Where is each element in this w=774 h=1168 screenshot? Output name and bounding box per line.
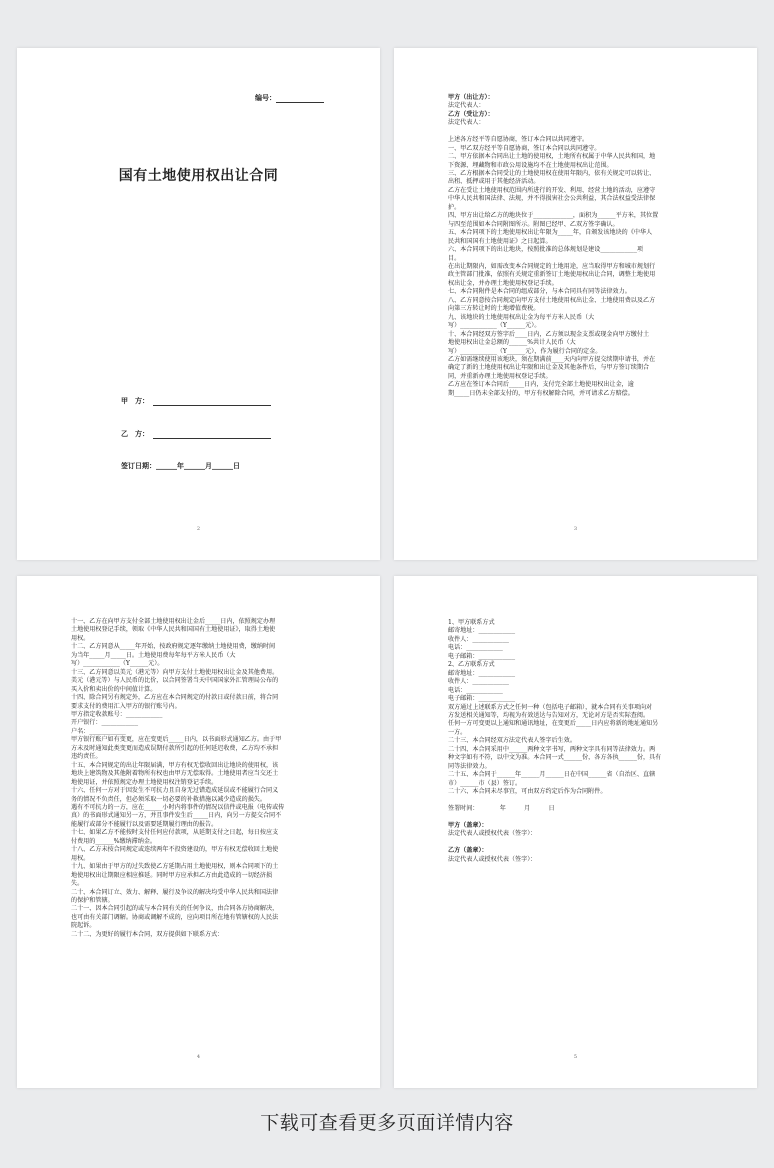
text-line: 电话：____________ xyxy=(448,686,503,694)
text-line: 写）____________（Y______元）。 xyxy=(448,322,541,330)
text-line: 写）____________（Y______元），作为履行合同的定金。 xyxy=(448,347,602,355)
text-line: 护。 xyxy=(448,203,461,211)
text-line: 期_____日仍未全部支付的，甲方有权解除合同，并可请求乙方赔偿。 xyxy=(448,389,634,397)
text-line: 乙方如需继续使用该地块，须在期满前____天内向甲方提交续期申请书，并在 xyxy=(448,355,656,363)
text-line: 地使用权出让金总额的______%共计人民币（大 xyxy=(448,339,576,347)
text-line: 一、甲乙双方经平等自愿协商，签订本合同以共同遵守。 xyxy=(448,144,601,152)
text-line: 要求支付的费用汇入甲方的银行账号内。 xyxy=(71,702,181,710)
text-line: 种文字如有不符，以中文为准。本合同一式______份，各方各执______份，具有 xyxy=(448,754,662,762)
serial-number-line xyxy=(276,94,324,103)
text-line: 地使用证，并依照规定办理土地使用权注销登记手续。 xyxy=(71,778,218,786)
text-line: 二十五、本合同于______年______月______日在中国______省（自治区、直辖 xyxy=(448,771,656,779)
text-line: 十九、如果由于甲方的过失致使乙方延期占用土地使用权，则本合同项下的土 xyxy=(71,863,279,871)
text-line: 开户银行：____________ xyxy=(71,719,139,727)
text-line: 同等法律效力。 xyxy=(448,762,491,770)
text-line: 电子邮箱：____________ xyxy=(448,652,516,660)
text-line: 用权。 xyxy=(71,854,90,862)
text-line: 四、甲方出让给乙方的地块位于_____________，面积为______平方米，其位置 xyxy=(448,212,659,220)
text-line: 二十一、因本合同引起的或与本合同有关的任何争议，由合同各方协商解决， xyxy=(71,905,279,913)
text-line xyxy=(448,813,728,821)
text-line: 方未及时通知此类变更而造成误期付款所引起的任何延迟收费，乙方均不承担 xyxy=(71,744,279,752)
text-line: 九、该地块的土地使用权出让金为每平方米人民币（大 xyxy=(448,313,595,321)
text-line: 违约责任。 xyxy=(71,753,102,761)
serial-number-label: 编号： xyxy=(255,93,276,102)
text-line: 美元（港元等）与人民币的比价，以合同签署当天中国国家外汇管理局公布的 xyxy=(71,677,279,685)
text-line: 目。 xyxy=(448,254,461,262)
text-line: 土地使用权登记手续，领取《中华人民共和国国有土地使用证》，取得土地使 xyxy=(71,626,276,634)
text-line: 法定代表人： xyxy=(448,102,485,110)
text-line: 电子邮箱：____________ xyxy=(448,695,516,703)
text-line: 乙方应在签订本合同后_____日内，支付完全部土地使用权出让金，逾 xyxy=(448,381,634,389)
text-line: 甲方银行账户如有变更，应在变更后_____日内，以书面形式通知乙方。由于甲 xyxy=(71,736,282,744)
text-line: 院起诉。 xyxy=(71,922,96,930)
text-line: 用权。 xyxy=(71,634,90,642)
text-line: 甲方（出让方）： xyxy=(448,94,494,101)
text-line: 下资源、埋藏物和市政公用设施均不在土地使用权出让范围。 xyxy=(448,161,613,169)
contract-title: 国有土地使用权出让合同 xyxy=(118,168,279,184)
text-line: 签署时间： 年 月 日 xyxy=(448,804,555,812)
text-line: 出租、抵押或用于其他经济活动。 xyxy=(448,178,540,186)
text-line: 乙方在受让土地使用权范围内所进行的开发、利用、经营土地的活动，应遵守 xyxy=(448,186,656,194)
text-line: 十、本合同经双方签字后____日内，乙方须以现金支票或现金向甲方缴付土 xyxy=(448,330,650,338)
party-a-field xyxy=(121,396,271,406)
text-line: 二十四、本合同采用中______两种文字书写，两种文字具有同等法律效力。两 xyxy=(448,745,656,753)
text-line: 十六、任何一方对于因发生不可抗力且自身无过错造成延误或不能履行合同义 xyxy=(71,787,279,795)
signing-date: 签订日期：______年______月______日 xyxy=(121,461,240,470)
text-line: 邮寄地址：____________ xyxy=(448,627,516,635)
page-number: 2 xyxy=(196,526,201,532)
party-a-line xyxy=(153,397,271,406)
text-line: 市）______市（县）签订。 xyxy=(448,779,522,787)
page-body xyxy=(71,618,351,939)
text-line: 双方通过上述联系方式之任何一种（包括电子邮箱），就本合同有关事项向对 xyxy=(448,703,653,711)
text-line: 十三、乙方同意以美元（港元等）向甲方支付土地使用权出让金及其他费用。 xyxy=(71,668,279,676)
text-line: 二十六、本合同未尽事宜，可由双方约定后作为合同附件。 xyxy=(448,788,607,796)
text-line: 方发送相关通知等，均视为有效送达与告知对方，无论对方是否实际查阅。 xyxy=(448,711,650,719)
text-line: 民共和国国有土地使用证》之日起算。 xyxy=(448,237,552,245)
text-line: 收件人：____________ xyxy=(448,635,509,643)
text-line: 与四至范围如本合同附图所示。附图已经甲、乙双方签字确认。 xyxy=(448,220,619,228)
text-line: 确定了新的土地使用权出让年限和出让金及其他条件后，与甲方签订续期合 xyxy=(448,364,650,372)
party-b-line xyxy=(153,430,271,439)
text-line: 乙方（盖章）： xyxy=(448,847,488,855)
text-line: 法定代表人或授权代表（签字）： xyxy=(448,855,537,863)
text-line: 二十、本合同订立、效力、解释、履行及争议的解决均受中华人民共和国法律 xyxy=(71,888,279,896)
text-line: 买入价和卖出价的中间值计算。 xyxy=(71,685,157,693)
text-line: 邮寄地址：____________ xyxy=(448,669,516,677)
text-line: 甲方指定收款账号：____________ xyxy=(71,710,163,718)
text-line: 三、乙方根据本合同受让的土地使用权在使用年限内，依有关规定可以转让、 xyxy=(448,170,656,178)
text-line: 付费用的______%缴纳滞纳金。 xyxy=(71,837,157,845)
text-line: 一方。 xyxy=(448,728,467,736)
text-line: 地块上建筑物及其他附着物所有权也由甲方无偿取得。土地使用者应当交还土 xyxy=(71,770,279,778)
text-line: 权出让金，并办理土地使用权登记手续。 xyxy=(448,279,558,287)
text-line: 法定代表人： xyxy=(448,119,485,127)
page-number: 4 xyxy=(196,1054,201,1060)
text-line: 收件人：____________ xyxy=(448,678,509,686)
text-line: 在出让期限内，如需改变本合同规定的土地用途，应当取得甲方和城市规划行 xyxy=(448,263,656,270)
page-number: 5 xyxy=(573,1054,578,1060)
serial-number-field xyxy=(255,93,324,103)
text-line: 遇有不可抗力的一方，应在______小时内将事件的情况以信件或电报（电传或传 xyxy=(71,803,285,811)
text-line: 二、甲方依据本合同出让土地的使用权，土地所有权属于中华人民共和国，地 xyxy=(448,153,656,161)
text-line: 中华人民共和国法律、法规，并不得损害社会公共利益，其合法权益受法律保 xyxy=(448,195,656,203)
text-line: 能履行或部分不能履行以及需要延期履行理由的报告。 xyxy=(71,820,218,828)
text-line: 八、乙方同意按合同规定向甲方支付土地使用权出让金、土地使用费以及乙方 xyxy=(448,296,656,304)
text-line xyxy=(448,839,728,847)
text-line: 二十二、为更好的履行本合同，双方提供如下联系方式： xyxy=(71,930,224,938)
text-line: 十五、本合同规定的出让年限届满，甲方有权无偿收回出让地块的使用权，该 xyxy=(71,761,279,769)
download-more-caption: 下载可查看更多页面详情内容 xyxy=(260,1112,514,1134)
text-line: 为当年_____月_____日。土地使用费每年每平方米人民币（大 xyxy=(71,651,236,659)
party-b-label: 乙 方： xyxy=(121,429,149,438)
text-line: 乙方（受让方）： xyxy=(448,110,494,118)
contract-page-5 xyxy=(394,576,757,1088)
text-line: 二十三、本合同经双方法定代表人签字后生效。 xyxy=(448,737,576,745)
text-line: 1、甲方联系方式 xyxy=(448,619,495,626)
page-number: 3 xyxy=(573,526,578,532)
party-a-label: 甲 方： xyxy=(121,396,149,405)
text-line: 十二、乙方同意从_____年开始，按政府规定逐年缴纳土地使用费，缴纳时间 xyxy=(71,643,276,651)
text-line: 五、本合同项下的土地使用权出让年限为_____年，自颁发该地块的《中华人 xyxy=(448,229,653,237)
contract-page-3 xyxy=(394,48,757,560)
text-line: 的保护和管辖。 xyxy=(71,896,114,904)
text-line: 同，并重新办理土地使用权登记手续。 xyxy=(448,372,552,380)
text-line: 电话：____________ xyxy=(448,644,503,652)
text-line: 十一、乙方在向甲方支付全部土地使用权出让金后_____日内，依照规定办理 xyxy=(71,618,276,625)
text-line: 十四、除合同另有规定外，乙方应在本合同规定的付款日或付款日前，将合同 xyxy=(71,694,279,702)
text-line xyxy=(448,797,728,805)
contract-cover-page xyxy=(17,48,380,560)
text-line: 失。 xyxy=(71,880,84,888)
party-b-field xyxy=(121,429,271,439)
text-line: 十七、如果乙方不能按时支付任何应付款项，从延期支付之日起，每日按应支 xyxy=(71,829,279,837)
text-line: 写）____________（Y______元）。 xyxy=(71,660,164,668)
text-line: 六、本合同项下的出让地块，按照批准的总体规划是建设____________项 xyxy=(448,246,643,254)
text-line: 七、本合同附件是本合同的组成部分，与本合同具有同等法律效力。 xyxy=(448,288,631,296)
text-line: 政主管部门批准，依照有关规定重新签订土地使用权出让合同，调整土地使用 xyxy=(448,271,656,279)
text-line: 上述各方经平等自愿协商，签订本合同以共同遵守。 xyxy=(448,136,589,144)
text-line xyxy=(448,128,728,136)
text-line: 务的情况不负责任，但必须采取一切必要的补救措施以减少造成的损失。 xyxy=(71,795,266,803)
page-body xyxy=(448,619,728,864)
text-line: 任何一方可变更以上通知和通讯地址，在变更后_____日内应将新的地址通知另 xyxy=(448,720,659,728)
text-line: 2、乙方联系方式 xyxy=(448,661,495,669)
text-line: 十八、乙方未按合同规定或连续两年不投资建设的，甲方有权无偿收回土地使 xyxy=(71,846,279,854)
page-body xyxy=(448,94,728,398)
text-line: 户名：____________ xyxy=(71,727,126,735)
text-line: 也可由有关部门调解。协商或调解不成的，应向项目所在地有管辖权的人民法 xyxy=(71,913,279,921)
text-line: 地使用权出让期限应相应推延。同时甲方应承担乙方由此造成的一切经济损 xyxy=(71,871,273,879)
text-line: 真）的书面形式通知另一方，并且事件发生后_____日内，向另一方提交合同不 xyxy=(71,812,282,820)
text-line: 法定代表人或授权代表（签字）： xyxy=(448,830,537,838)
text-line: 向第三方转让时的土地增值费税。 xyxy=(448,305,540,313)
text-line: 甲方（盖章）： xyxy=(448,821,488,829)
contract-page-4 xyxy=(17,576,380,1088)
